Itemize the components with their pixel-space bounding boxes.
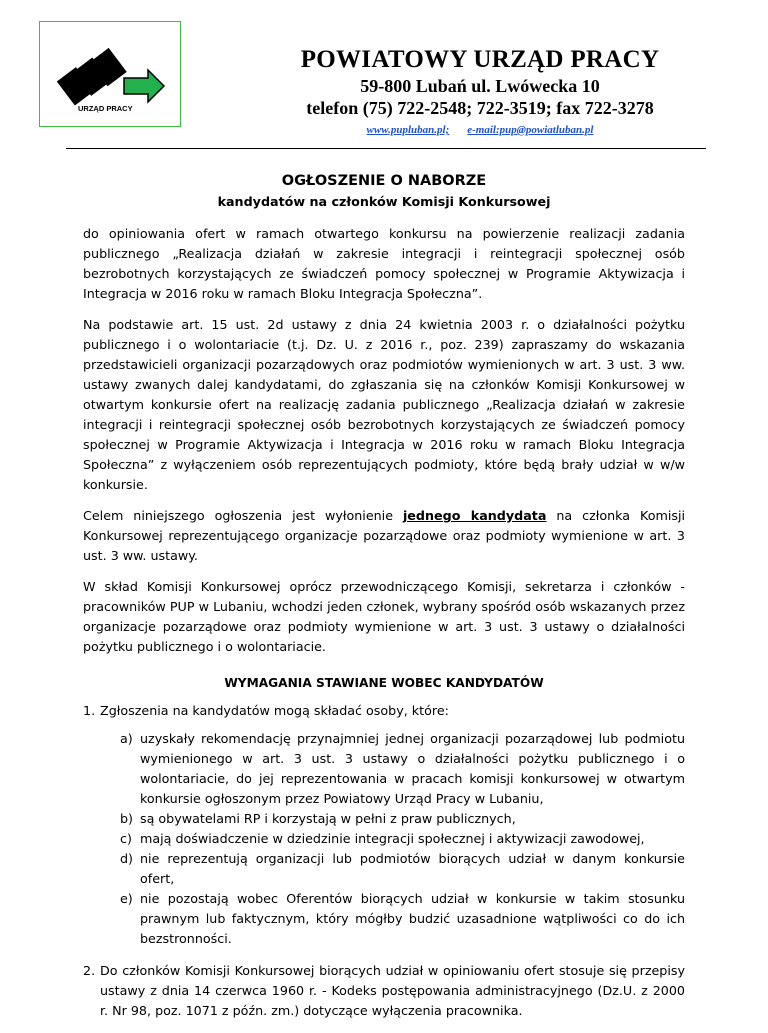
requirement-1: 1. Zgłoszenia na kandydatów mogą składać osoby, które: a) uzyskały rekomendację przynajmniej jednej organizacji pozarządowej lub podmiotu wymienionego w art. 3 ust. 3 ustawy o działalności pożytku publicznego i o wolontariacie, do jej reprezentowania w pracach komisji konkursowej w otwartym konkursie ogłoszonym przez Powiatowy Urząd Pracy w Lubaniu, b) są obywatelami RP i korzystają w pełni z praw publicznych, c) mają doświadczenie w dziedzinie integracji społecznej i aktywizacji zawodowej, d) nie reprezentują organizacji lub podmiotów biorących udział w danym konkursie ofert, e) nie pozostają wobec Oferentów biorących udział w konkursie w takim stosunku prawnym lub faktycznym, który mógłby budzić uzasadnione wątpliwości co do ich bezstronności. [83, 701, 685, 949]
header-divider [66, 148, 706, 149]
paragraph-goal: Celem niniejszego ogłoszenia jest wyłonienie jednego kandydata na członka Komisji Konkursowej reprezentującego organizacje pozarządowe oraz podmioty wymienione w art. 3 ust. 3 ww. ustawy. [83, 508, 686, 563]
requirements-list [83, 701, 685, 1021]
document-body [83, 170, 685, 1033]
office-phone: telefon (75) 722-2548; 722-3519; fax 722-3278 [306, 98, 654, 118]
list-item: e) nie pozostają wobec Oferentów biorących udział w konkursie w takim stosunku prawnym lub faktycznym, który mógłby budzić uzasadnione wątpliwości co do ich bezstronności. [120, 891, 685, 946]
office-address: 59-800 Lubań ul. Lwówecka 10 [360, 76, 600, 96]
list-item: c) mają doświadczenie w dziedzinie integracji społecznej i aktywizacji zawodowej, [120, 831, 645, 846]
list-item: b) są obywatelami RP i korzystają w pełni z praw publicznych, [120, 811, 516, 826]
section-title-requirements: WYMAGANIA STAWIANE WOBEC KANDYDATÓW [224, 676, 544, 690]
emphasis-one-candidate: jednego kandydata [402, 508, 547, 523]
paragraph-composition: W skład Komisji Konkursowej oprócz przewodniczącego Komisji, sekretarza i członków - pracowników PUP w Lubaniu, wchodzi jeden członek, wybrany spośród osób wskazanych przez organizacje pozarządowe oraz podmioty wymienione w art. 3 ust. 3 ustawy o działalności pożytku publicznego i o wolontariacie. [83, 579, 685, 654]
document-title: OGŁOSZENIE O NABORZE [281, 173, 487, 189]
list-item: d) nie reprezentują organizacji lub podmiotów biorących udział w danym konkursie ofert, [120, 851, 685, 886]
requirement-1-sublist [100, 729, 685, 949]
office-title: POWIATOWY URZĄD PRACY [300, 46, 660, 73]
requirement-2: 2. Do członków Komisji Konkursowej biorących udział w opiniowaniu ofert stosuje się przepisy ustawy z dnia 14 czerwca 1960 r. - Kodeks postępowania administracyjnego (Dz.U. z 2000 r. Nr 98, poz. 1071 z późn. zm.) dotyczące wyłączenia pracownika. [83, 963, 685, 1018]
logo-text: URZĄD PRACY [78, 104, 133, 113]
document-subtitle: kandydatów na członków Komisji Konkursowej [217, 194, 551, 209]
website-link[interactable]: www.pupluban.pl; [366, 124, 450, 136]
list-item: a) uzyskały rekomendację przynajmniej jednej organizacji pozarządowej lub podmiotu wymienionego w art. 3 ust. 3 ustawy o działalności pożytku publicznego i o wolontariacie, do jej reprezentowania w pracach komisji konkursowej w otwartym konkursie ogłoszonym przez Powiatowy Urząd Pracy w Lubaniu, [120, 731, 685, 806]
email-link[interactable]: e-mail:pup@powiatluban.pl [467, 124, 594, 136]
contact-links [270, 121, 690, 139]
logo [39, 21, 181, 127]
paragraph-intro: do opiniowania ofert w ramach otwartego konkursu na powierzenie realizacji zadania publicznego „Realizacja działań w zakresie integracji i reintegracji społecznej osób bezrobotnych korzystających ze świadczeń pomocy społecznej w Programie Aktywizacja i Integracja w 2016 roku w ramach Bloku Integracja Społeczna”. [83, 226, 685, 301]
paragraph-legal-basis: Na podstawie art. 15 ust. 2d ustawy z dnia 24 kwietnia 2003 r. o działalności pożytku publicznego i o wolontariacie (t.j. Dz. U. z 2016 r., poz. 239) zapraszamy do wskazania przedstawicieli organizacji pozarządowych oraz podmiotów wymienionych w art. 3 ust. 3 ww. ustawy zwanych dalej kandydatami, do zgłaszania się na członków Komisji Konkursowej w otwartym konkursie ofert na realizację zadania publicznego „Realizacja działań w zakresie integracji i reintegracji społecznej osób bezrobotnych korzystających ze świadczeń pomocy społecznej w Programie Aktywizacja i Integracja w 2016 roku w ramach Bloku Integracja Społeczna” z wyłączeniem osób reprezentujących podmioty, które będą brały udział w w/w konkursie. [83, 317, 685, 492]
letterhead [270, 45, 690, 139]
